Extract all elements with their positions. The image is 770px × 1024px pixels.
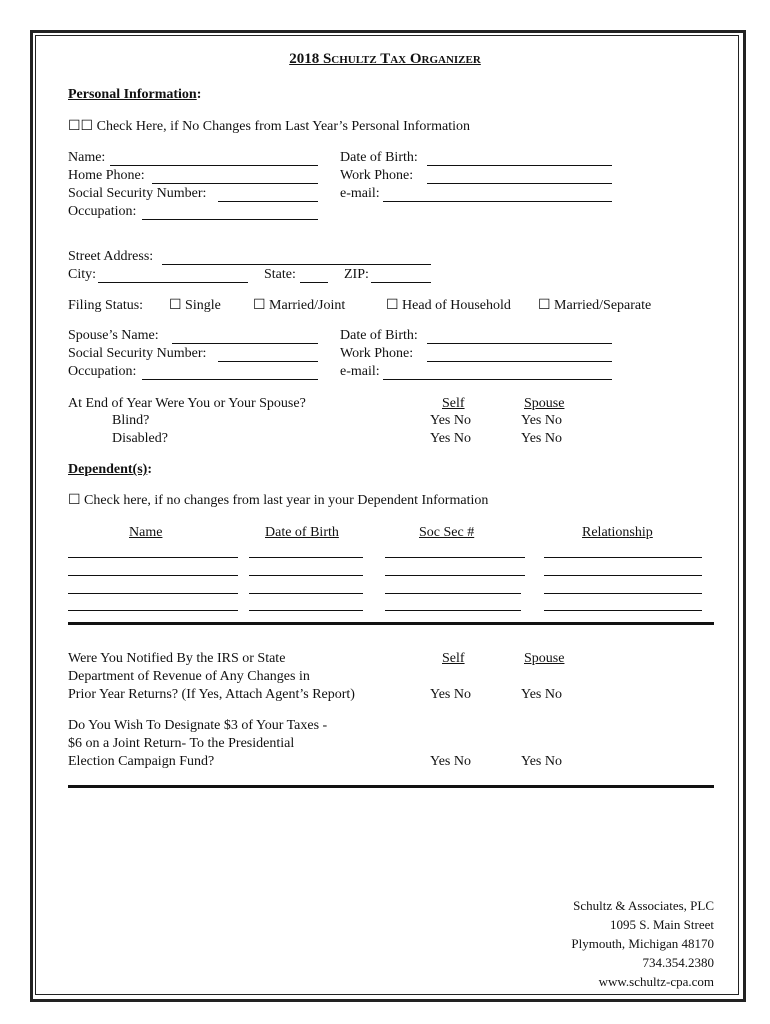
disabled-spouse-yes-no[interactable]: Yes No — [521, 431, 562, 446]
irs-self-yes-no[interactable]: Yes No — [430, 687, 471, 702]
no-change-personal-checkbox[interactable]: ☐☐ Check Here, if No Changes from Last Year’s Personal Information — [68, 119, 470, 134]
work-phone-field[interactable] — [427, 183, 612, 184]
spouse-email-label: e-mail: — [340, 364, 380, 379]
spouse-occupation-field[interactable] — [142, 379, 318, 380]
work-phone-label: Work Phone: — [340, 168, 414, 183]
blind-self-yes-no[interactable]: Yes No — [430, 413, 471, 428]
firm-city: Plymouth, Michigan 48170 — [571, 936, 714, 951]
city-label: City: — [68, 267, 97, 282]
spouse-ssn-label: Social Security Number: — [68, 346, 207, 361]
irs-spouse-header: Spouse — [524, 651, 565, 666]
campaign-question-line-1: Do You Wish To Designate $3 of Your Taxes - — [68, 718, 328, 733]
zip-label: ZIP: — [344, 267, 369, 282]
dependents-heading — [68, 462, 152, 478]
spouse-occupation-label: Occupation: — [68, 364, 137, 379]
year-end-question: At End of Year Were You or Your Spouse? — [68, 396, 306, 411]
blind-spouse-yes-no[interactable]: Yes No — [521, 413, 562, 428]
street-label: Street Address: — [68, 249, 154, 264]
section-divider — [68, 622, 714, 625]
spouse-name-field[interactable] — [172, 343, 318, 344]
state-label: State: — [264, 267, 296, 282]
filing-married-joint-option[interactable]: ☐ Married/Joint — [253, 298, 346, 313]
dependent-relationship-field[interactable] — [544, 557, 702, 558]
dependent-name-field[interactable] — [68, 610, 238, 611]
email-label: e-mail: — [340, 186, 380, 201]
dependent-ssn-field[interactable] — [385, 575, 525, 576]
occupation-label: Occupation: — [68, 204, 137, 219]
personal-info-heading-colon: : — [196, 87, 202, 102]
spouse-ssn-field[interactable] — [218, 361, 318, 362]
year-end-self-header: Self — [442, 396, 465, 411]
firm-name: Schultz & Associates, PLC — [573, 898, 714, 913]
home-phone-label: Home Phone: — [68, 168, 145, 183]
irs-question-line-1: Were You Notified By the IRS or State — [68, 651, 286, 666]
firm-street: 1095 S. Main Street — [610, 917, 714, 932]
campaign-spouse-yes-no[interactable]: Yes No — [521, 754, 562, 769]
dependent-name-field[interactable] — [68, 575, 238, 576]
firm-website[interactable]: www.schultz-cpa.com — [598, 974, 714, 989]
home-phone-field[interactable] — [152, 183, 318, 184]
dependent-dob-field[interactable] — [249, 557, 363, 558]
dependents-col-name: Name — [129, 525, 163, 540]
filing-status-label: Filing Status: — [68, 298, 144, 313]
disabled-self-yes-no[interactable]: Yes No — [430, 431, 471, 446]
city-field[interactable] — [98, 282, 248, 283]
dependents-heading-text: Dependent(s) — [68, 462, 148, 477]
blind-label: Blind? — [112, 413, 150, 428]
filing-hoh-option[interactable]: ☐ Head of Household — [386, 298, 511, 313]
spouse-work-phone-label: Work Phone: — [340, 346, 414, 361]
dependents-col-dob: Date of Birth — [265, 525, 339, 540]
filing-single-option[interactable]: ☐ Single — [169, 298, 221, 313]
name-field[interactable] — [110, 165, 318, 166]
disabled-label: Disabled? — [112, 431, 168, 446]
irs-question-line-3: Prior Year Returns? (If Yes, Attach Agent’s Report) — [68, 687, 355, 702]
name-label: Name: — [68, 150, 106, 165]
irs-question-line-2: Department of Revenue of Any Changes in — [68, 669, 310, 684]
campaign-self-yes-no[interactable]: Yes No — [430, 754, 471, 769]
campaign-question-line-3: Election Campaign Fund? — [68, 754, 215, 769]
personal-info-heading-text: Personal Information — [68, 87, 197, 102]
street-field[interactable] — [162, 264, 431, 265]
no-change-dependents-checkbox[interactable]: ☐ Check here, if no changes from last year in your Dependent Information — [68, 493, 489, 508]
dependents-col-ssn: Soc Sec # — [419, 525, 475, 540]
dependent-dob-field[interactable] — [249, 593, 363, 594]
irs-spouse-yes-no[interactable]: Yes No — [521, 687, 562, 702]
ssn-field[interactable] — [218, 201, 318, 202]
dependent-dob-field[interactable] — [249, 610, 363, 611]
dependent-name-field[interactable] — [68, 593, 238, 594]
firm-address-block — [480, 896, 714, 991]
firm-phone: 734.354.2380 — [642, 955, 714, 970]
dependent-name-field[interactable] — [68, 557, 238, 558]
zip-field[interactable] — [371, 282, 431, 283]
state-field[interactable] — [300, 282, 328, 283]
dependent-relationship-field[interactable] — [544, 593, 702, 594]
spouse-name-label: Spouse’s Name: — [68, 328, 159, 343]
dependent-ssn-field[interactable] — [385, 557, 525, 558]
year-end-spouse-header: Spouse — [524, 396, 565, 411]
spouse-email-field[interactable] — [383, 379, 612, 380]
dependent-ssn-field[interactable] — [385, 593, 521, 594]
irs-self-header: Self — [442, 651, 465, 666]
dependents-heading-colon: : — [147, 462, 153, 477]
occupation-field[interactable] — [142, 219, 318, 220]
campaign-question-line-2: $6 on a Joint Return- To the Presidential — [68, 736, 295, 751]
dob-label: Date of Birth: — [340, 150, 418, 165]
filing-married-separate-option[interactable]: ☐ Married/Separate — [538, 298, 652, 313]
spouse-work-phone-field[interactable] — [427, 361, 612, 362]
spouse-dob-label: Date of Birth: — [340, 328, 418, 343]
dob-field[interactable] — [427, 165, 612, 166]
dependent-relationship-field[interactable] — [544, 575, 702, 576]
dependent-ssn-field[interactable] — [385, 610, 521, 611]
dependent-relationship-field[interactable] — [544, 610, 702, 611]
ssn-label: Social Security Number: — [68, 186, 207, 201]
personal-info-heading — [68, 87, 201, 103]
spouse-dob-field[interactable] — [427, 343, 612, 344]
email-field[interactable] — [383, 201, 612, 202]
dependent-dob-field[interactable] — [249, 575, 363, 576]
form-title: 2018 Schultz Tax Organizer — [289, 51, 481, 67]
dependents-col-relationship: Relationship — [582, 525, 653, 540]
section-divider — [68, 785, 714, 788]
